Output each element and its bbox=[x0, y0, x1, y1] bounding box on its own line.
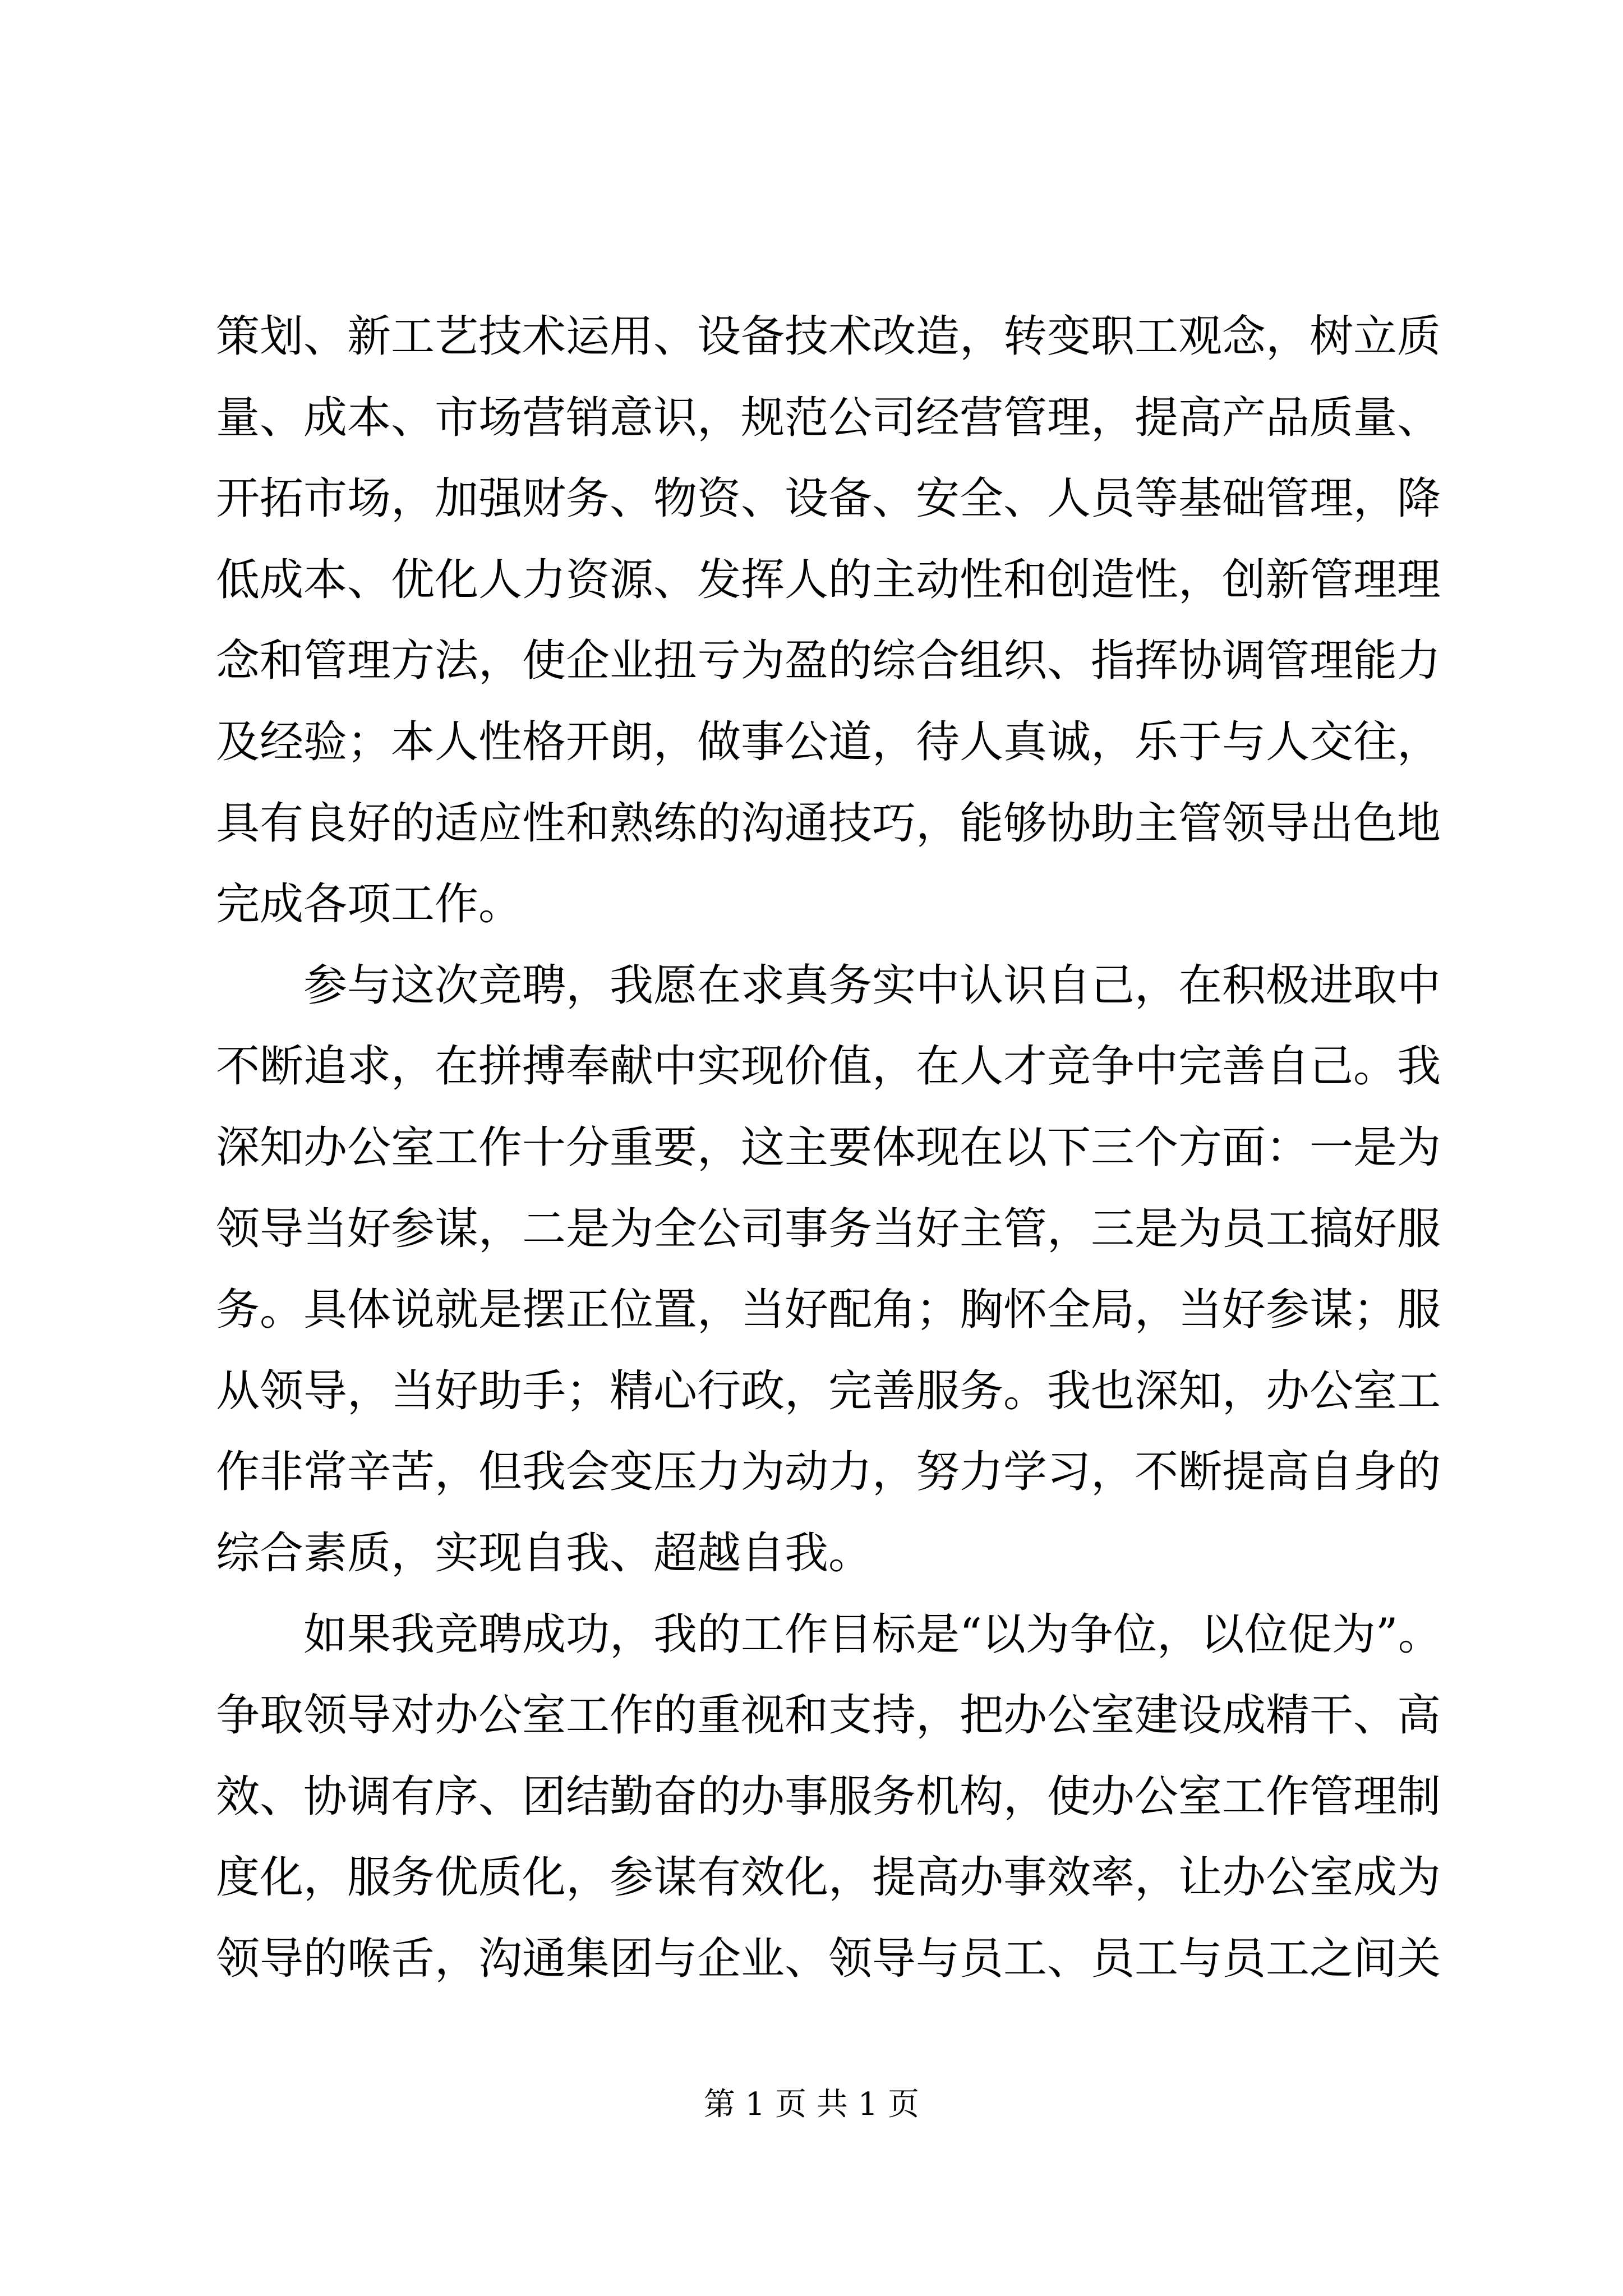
text-line: 念和管理方法，使企业扭亏为盈的综合组织、指挥协调管理能力 bbox=[216, 636, 1441, 687]
text-line: 领导当好参谋，二是为全公司事务当好主管，三是为员工搞好服 bbox=[216, 1203, 1441, 1254]
text-line: 量、成本、市场营销意识，规范公司经营管理，提高产品质量、 bbox=[216, 392, 1441, 443]
text-line: 开拓市场，加强财务、物资、设备、安全、人员等基础管理，降 bbox=[216, 473, 1441, 524]
text-line: 深知办公室工作十分重要，这主要体现在以下三个方面：一是为 bbox=[216, 1122, 1441, 1173]
text-line: 争取领导对办公室工作的重视和支持，把办公室建设成精干、高 bbox=[216, 1690, 1441, 1741]
text-line: 如果我竞聘成功，我的工作目标是“以为争位，以位促为”。 bbox=[216, 1609, 1442, 1660]
text-line: 参与这次竞聘，我愿在求真务实中认识自己，在积极进取中 bbox=[216, 960, 1441, 1011]
text-line: 策划、新工艺技术运用、设备技术改造，转变职工观念，树立质 bbox=[216, 311, 1441, 362]
document-body bbox=[216, 306, 1442, 2009]
text-line: 作非常辛苦，但我会变压力为动力，努力学习，不断提高自身的 bbox=[216, 1447, 1441, 1498]
text-line: 综合素质，实现自我、超越自我。 bbox=[216, 1527, 873, 1579]
page-footer: 第 1 页 共 1 页 bbox=[703, 2086, 920, 2123]
text-line: 低成本、优化人力资源、发挥人的主动性和创造性，创新管理理 bbox=[216, 554, 1441, 605]
text-line: 完成各项工作。 bbox=[216, 879, 523, 930]
text-line: 及经验；本人性格开朗，做事公道，待人真诚，乐于与人交往， bbox=[216, 716, 1441, 767]
text-line: 具有良好的适应性和熟练的沟通技巧，能够协助主管领导出色地 bbox=[216, 798, 1441, 849]
text-line: 务。具体说就是摆正位置，当好配角；胸怀全局，当好参谋；服 bbox=[216, 1285, 1441, 1336]
text-line: 度化，服务优质化，参谋有效化，提高办事效率，让办公室成为 bbox=[216, 1852, 1441, 1903]
text-line: 不断追求，在拼搏奉献中实现价值，在人才竞争中完善自己。我 bbox=[216, 1041, 1441, 1092]
text-line: 领导的喉舌，沟通集团与企业、领导与员工、员工与员工之间关 bbox=[216, 1933, 1441, 1984]
text-line: 效、协调有序、团结勤奋的办事服务机构，使办公室工作管理制 bbox=[216, 1771, 1441, 1822]
text-line: 从领导，当好助手；精心行政，完善服务。我也深知，办公室工 bbox=[216, 1365, 1441, 1416]
